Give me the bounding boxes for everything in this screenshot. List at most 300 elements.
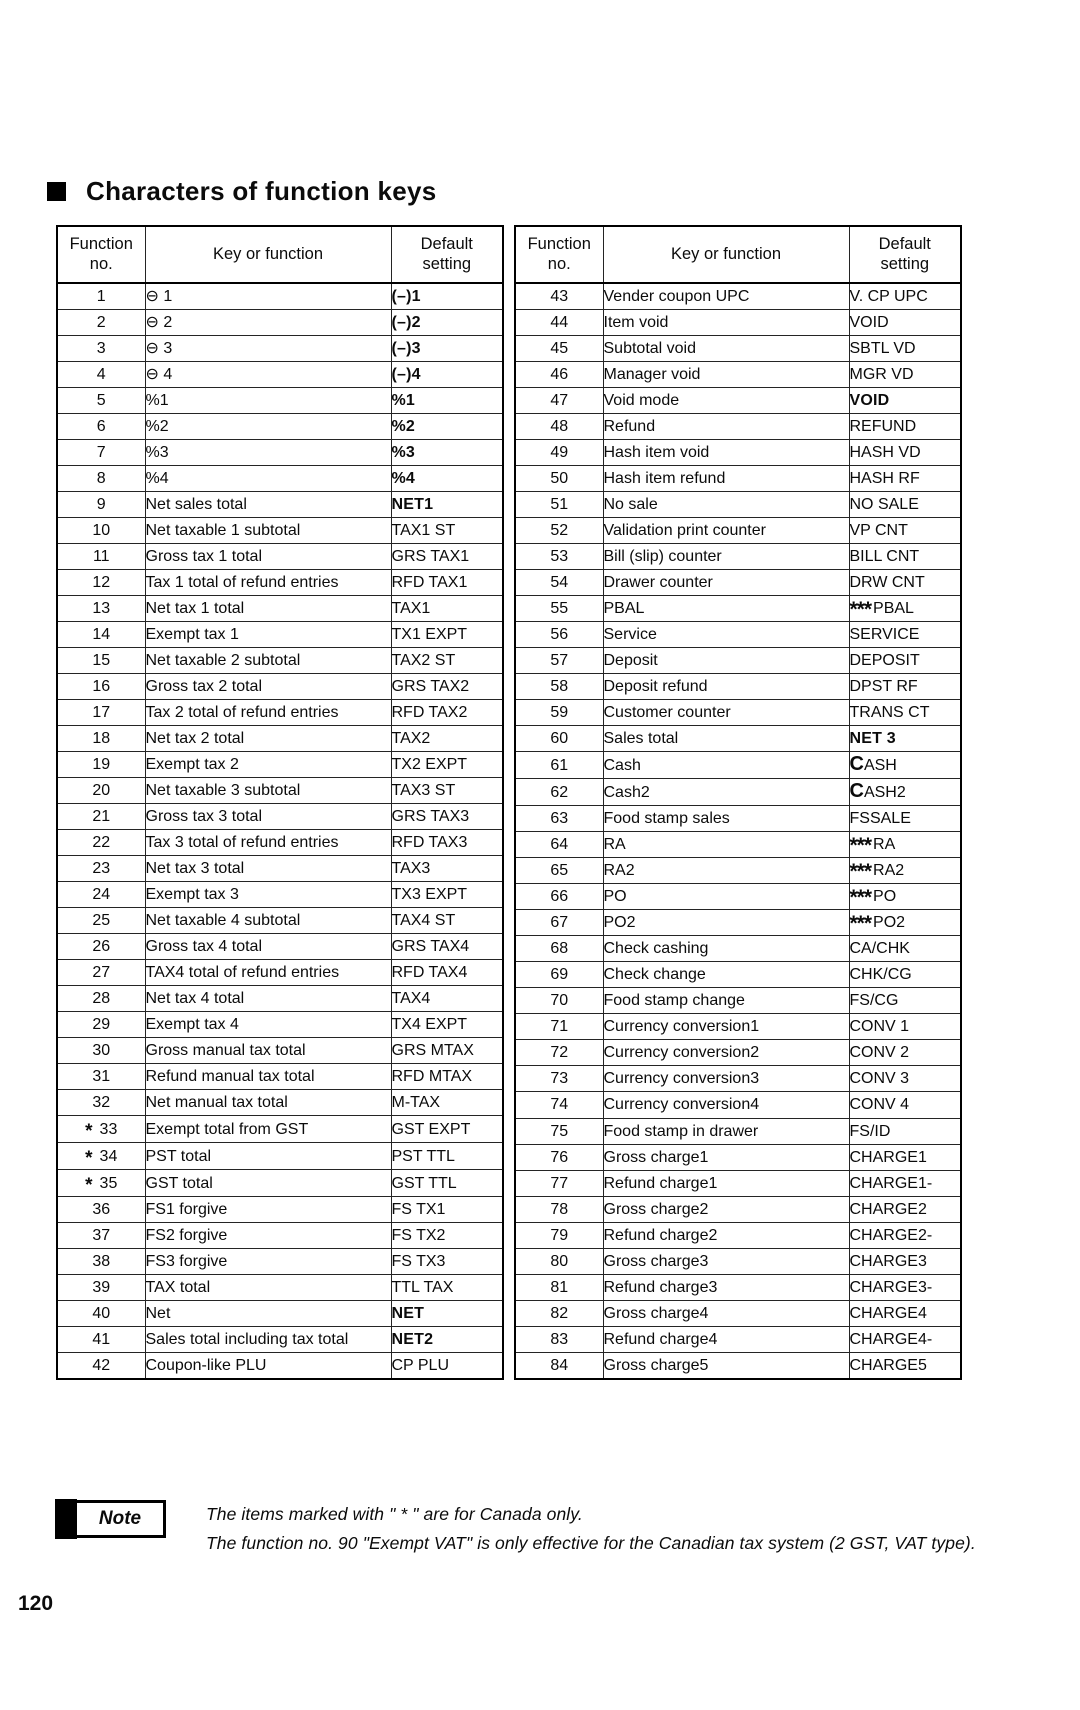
key-or-function-cell: Subtotal void: [603, 336, 849, 362]
key-or-function-cell: Sales total including tax total: [145, 1327, 391, 1353]
table-row: [515, 884, 961, 910]
table-row: [515, 700, 961, 726]
default-setting-cell: TAX1 ST: [391, 518, 503, 544]
function-no-cell: 36: [57, 1197, 145, 1223]
function-no-cell: 50: [515, 466, 603, 492]
default-setting-cell: GRS TAX1: [391, 544, 503, 570]
function-no-cell: 16: [57, 674, 145, 700]
table-row: [57, 934, 503, 960]
default-setting-cell: (–)1: [391, 283, 503, 310]
function-no-cell: 63: [515, 806, 603, 832]
key-or-function-cell: Cash: [603, 752, 849, 779]
default-setting-cell: RFD TAX3: [391, 830, 503, 856]
key-or-function-cell: ⊖ 2: [145, 310, 391, 336]
function-no-cell: 55: [515, 596, 603, 622]
note-badge: [55, 1499, 166, 1539]
default-setting-cell: GRS MTAX: [391, 1038, 503, 1064]
function-no-cell: 59: [515, 700, 603, 726]
table-row: [515, 336, 961, 362]
key-or-function-cell: Refund charge4: [603, 1326, 849, 1352]
table-row: [57, 1012, 503, 1038]
key-or-function-cell: Gross charge1: [603, 1144, 849, 1170]
function-no-cell: 78: [515, 1196, 603, 1222]
function-no-cell: 28: [57, 986, 145, 1012]
canada-only-star-icon: *: [85, 1121, 93, 1142]
default-setting-cell: CHARGE1-: [849, 1170, 961, 1196]
default-setting-cell: %1: [391, 388, 503, 414]
key-or-function-cell: Void mode: [603, 388, 849, 414]
default-setting-cell: NET1: [391, 492, 503, 518]
key-or-function-cell: Food stamp in drawer: [603, 1118, 849, 1144]
default-setting-cell: CHARGE2-: [849, 1222, 961, 1248]
default-setting-cell: (–)4: [391, 362, 503, 388]
function-no-cell: 1: [57, 283, 145, 310]
table-row: [515, 1196, 961, 1222]
key-or-function-cell: Customer counter: [603, 700, 849, 726]
note-bar-icon: [55, 1499, 77, 1539]
key-or-function-cell: TAX total: [145, 1275, 391, 1301]
table-row: [515, 596, 961, 622]
key-or-function-cell: Food stamp change: [603, 988, 849, 1014]
table-row: [515, 988, 961, 1014]
function-no-cell: 43: [515, 283, 603, 310]
default-setting-cell: RFD MTAX: [391, 1064, 503, 1090]
default-setting-cell: NET: [391, 1301, 503, 1327]
table-row: [57, 648, 503, 674]
function-no-cell: 77: [515, 1170, 603, 1196]
key-or-function-cell: PO2: [603, 910, 849, 936]
table-row: [515, 1352, 961, 1379]
key-or-function-cell: Validation print counter: [603, 518, 849, 544]
key-or-function-cell: Gross charge3: [603, 1248, 849, 1274]
table-row: [515, 283, 961, 310]
default-setting-cell: TX1 EXPT: [391, 622, 503, 648]
table-row: [515, 310, 961, 336]
default-setting-cell: DPST RF: [849, 674, 961, 700]
default-setting-cell: SERVICE: [849, 622, 961, 648]
table-row: [57, 1301, 503, 1327]
key-or-function-cell: %3: [145, 440, 391, 466]
function-no-cell: 70: [515, 988, 603, 1014]
key-or-function-cell: ⊖ 1: [145, 283, 391, 310]
table-row: [515, 1170, 961, 1196]
key-or-function-cell: Vender coupon UPC: [603, 283, 849, 310]
table-row: [515, 1092, 961, 1118]
table-row: [57, 596, 503, 622]
key-or-function-cell: Gross charge2: [603, 1196, 849, 1222]
function-no-cell: 22: [57, 830, 145, 856]
default-setting-cell: CP PLU: [391, 1353, 503, 1380]
table-row: [57, 882, 503, 908]
function-no-cell: 45: [515, 336, 603, 362]
default-setting-cell: CONV 1: [849, 1014, 961, 1040]
table-row: [515, 440, 961, 466]
table-row: [57, 388, 503, 414]
table-row: [57, 1143, 503, 1170]
default-setting-cell: CHK/CG: [849, 962, 961, 988]
table-row: [57, 492, 503, 518]
function-no-cell: 25: [57, 908, 145, 934]
header-row: [57, 226, 503, 283]
default-setting-cell: TAX3 ST: [391, 778, 503, 804]
key-or-function-cell: Sales total: [603, 726, 849, 752]
table-row: [57, 466, 503, 492]
key-or-function-cell: ⊖ 3: [145, 336, 391, 362]
canada-only-star-icon: *: [85, 1148, 93, 1169]
key-or-function-cell: Deposit refund: [603, 674, 849, 700]
table-row: [57, 544, 503, 570]
table-row: [57, 518, 503, 544]
table-row: [515, 1300, 961, 1326]
function-no-cell: 32: [57, 1090, 145, 1116]
key-or-function-cell: Gross manual tax total: [145, 1038, 391, 1064]
function-no-cell: 76: [515, 1144, 603, 1170]
table-row: [57, 1327, 503, 1353]
key-or-function-cell: Net tax 2 total: [145, 726, 391, 752]
key-or-function-cell: Coupon-like PLU: [145, 1353, 391, 1380]
function-no-cell: 17: [57, 700, 145, 726]
function-no-cell: 64: [515, 832, 603, 858]
default-setting-cell: TAX2: [391, 726, 503, 752]
table-row: [57, 440, 503, 466]
default-setting-cell: CHARGE2: [849, 1196, 961, 1222]
key-or-function-cell: Exempt tax 2: [145, 752, 391, 778]
table-row: [515, 1066, 961, 1092]
table-row: [515, 1274, 961, 1300]
key-or-function-cell: PO: [603, 884, 849, 910]
default-setting-cell: REFUND: [849, 414, 961, 440]
function-no-cell: 46: [515, 362, 603, 388]
key-or-function-cell: Net: [145, 1301, 391, 1327]
function-no-cell: 62: [515, 779, 603, 806]
default-setting-cell: TX2 EXPT: [391, 752, 503, 778]
table-row: [515, 832, 961, 858]
key-or-function-cell: RA: [603, 832, 849, 858]
table-row: [57, 1170, 503, 1197]
table-row: [515, 1014, 961, 1040]
key-or-function-cell: Currency conversion1: [603, 1014, 849, 1040]
table-row: [57, 1090, 503, 1116]
key-or-function-cell: Net tax 4 total: [145, 986, 391, 1012]
default-setting-cell: SBTL VD: [849, 336, 961, 362]
function-no-cell: 49: [515, 440, 603, 466]
table-row: [57, 310, 503, 336]
key-or-function-cell: Deposit: [603, 648, 849, 674]
key-or-function-cell: Exempt tax 1: [145, 622, 391, 648]
function-no-cell: 57: [515, 648, 603, 674]
default-setting-cell: FS TX3: [391, 1249, 503, 1275]
note-text: [206, 1499, 976, 1558]
default-setting-cell: HASH VD: [849, 440, 961, 466]
function-no-cell: 8: [57, 466, 145, 492]
table-row: [515, 962, 961, 988]
function-no-cell: 26: [57, 934, 145, 960]
default-setting-cell: CASH: [849, 752, 961, 779]
default-setting-cell: (–)2: [391, 310, 503, 336]
key-or-function-cell: Net taxable 1 subtotal: [145, 518, 391, 544]
table-row: [515, 936, 961, 962]
key-or-function-cell: Refund charge2: [603, 1222, 849, 1248]
function-no-cell: 44: [515, 310, 603, 336]
table-row: [57, 726, 503, 752]
function-no-cell: 39: [57, 1275, 145, 1301]
key-or-function-cell: Exempt total from GST: [145, 1116, 391, 1143]
key-or-function-cell: Manager void: [603, 362, 849, 388]
table-row: [515, 806, 961, 832]
function-no-cell: 68: [515, 936, 603, 962]
key-or-function-cell: Gross tax 4 total: [145, 934, 391, 960]
key-or-function-cell: Net taxable 4 subtotal: [145, 908, 391, 934]
default-setting-cell: GRS TAX2: [391, 674, 503, 700]
function-no-cell: * 34: [57, 1143, 145, 1170]
function-no-cell: 20: [57, 778, 145, 804]
header-function-no: Function no.: [57, 226, 145, 283]
key-or-function-cell: %2: [145, 414, 391, 440]
key-or-function-cell: Refund: [603, 414, 849, 440]
function-no-cell: 51: [515, 492, 603, 518]
key-or-function-cell: Check change: [603, 962, 849, 988]
asterisks-icon: ***: [849, 834, 872, 858]
function-no-cell: 83: [515, 1326, 603, 1352]
table-row: [515, 518, 961, 544]
table-row: [515, 910, 961, 936]
function-no-cell: 13: [57, 596, 145, 622]
key-or-function-cell: Gross tax 3 total: [145, 804, 391, 830]
key-or-function-cell: Gross tax 2 total: [145, 674, 391, 700]
table-row: [515, 858, 961, 884]
key-or-function-cell: Currency conversion2: [603, 1040, 849, 1066]
function-no-cell: 37: [57, 1223, 145, 1249]
function-no-cell: 2: [57, 310, 145, 336]
note: [55, 1499, 976, 1558]
page-number: 120: [18, 1592, 54, 1615]
default-setting-cell: NET 3: [849, 726, 961, 752]
table-row: [515, 414, 961, 440]
table-row: [515, 1326, 961, 1352]
table-row: [57, 414, 503, 440]
table-row: [515, 648, 961, 674]
key-or-function-cell: PST total: [145, 1143, 391, 1170]
function-no-cell: 41: [57, 1327, 145, 1353]
function-no-cell: 82: [515, 1300, 603, 1326]
default-setting-cell: RFD TAX1: [391, 570, 503, 596]
function-no-cell: 12: [57, 570, 145, 596]
default-setting-cell: GST EXPT: [391, 1116, 503, 1143]
default-setting-cell: CHARGE3: [849, 1248, 961, 1274]
table-row: [57, 1275, 503, 1301]
table-row: [57, 674, 503, 700]
default-setting-cell: FSSALE: [849, 806, 961, 832]
table-row: [515, 466, 961, 492]
asterisks-icon: ***: [849, 886, 872, 910]
key-or-function-cell: Hash item refund: [603, 466, 849, 492]
default-setting-cell: %4: [391, 466, 503, 492]
note-line-2: The function no. 90 "Exempt VAT" is only effective for the Canadian tax system (2 GST, VAT type).: [206, 1533, 976, 1553]
table-row: [515, 726, 961, 752]
function-no-cell: * 35: [57, 1170, 145, 1197]
function-no-cell: 30: [57, 1038, 145, 1064]
function-no-cell: 71: [515, 1014, 603, 1040]
default-setting-cell: M-TAX: [391, 1090, 503, 1116]
table-row: [515, 492, 961, 518]
default-setting-cell: TAX4 ST: [391, 908, 503, 934]
function-no-cell: 19: [57, 752, 145, 778]
table-row: [515, 752, 961, 779]
function-no-cell: * 33: [57, 1116, 145, 1143]
key-or-function-cell: Hash item void: [603, 440, 849, 466]
key-or-function-cell: Gross tax 1 total: [145, 544, 391, 570]
function-no-cell: 24: [57, 882, 145, 908]
default-setting-cell: TAX4: [391, 986, 503, 1012]
key-or-function-cell: Tax 2 total of refund entries: [145, 700, 391, 726]
key-or-function-cell: Food stamp sales: [603, 806, 849, 832]
table-row: [515, 779, 961, 806]
default-setting-cell: %3: [391, 440, 503, 466]
key-or-function-cell: ⊖ 4: [145, 362, 391, 388]
table-row: [515, 544, 961, 570]
default-setting-cell: FS TX2: [391, 1223, 503, 1249]
default-setting-cell: V. CP UPC: [849, 283, 961, 310]
table-row: [515, 362, 961, 388]
function-no-cell: 40: [57, 1301, 145, 1327]
table-row: [515, 622, 961, 648]
default-setting-cell: CHARGE5: [849, 1352, 961, 1379]
default-setting-cell: VOID: [849, 388, 961, 414]
function-no-cell: 58: [515, 674, 603, 700]
key-or-function-cell: Drawer counter: [603, 570, 849, 596]
key-or-function-cell: Exempt tax 4: [145, 1012, 391, 1038]
default-setting-cell: MGR VD: [849, 362, 961, 388]
function-no-cell: 69: [515, 962, 603, 988]
key-or-function-cell: Gross charge4: [603, 1300, 849, 1326]
function-no-cell: 52: [515, 518, 603, 544]
asterisks-icon: ***: [849, 912, 872, 936]
function-no-cell: 79: [515, 1222, 603, 1248]
default-setting-cell: RFD TAX2: [391, 700, 503, 726]
table-row: [57, 986, 503, 1012]
function-no-cell: 9: [57, 492, 145, 518]
key-or-function-cell: Currency conversion3: [603, 1066, 849, 1092]
key-or-function-cell: Net tax 3 total: [145, 856, 391, 882]
table-row: [515, 1222, 961, 1248]
default-setting-cell: CONV 3: [849, 1066, 961, 1092]
function-no-cell: 3: [57, 336, 145, 362]
key-or-function-cell: Item void: [603, 310, 849, 336]
key-or-function-cell: Gross charge5: [603, 1352, 849, 1379]
default-setting-cell: CONV 2: [849, 1040, 961, 1066]
table-row: [515, 1118, 961, 1144]
table-row: [57, 960, 503, 986]
key-or-function-cell: Tax 3 total of refund entries: [145, 830, 391, 856]
default-setting-cell: VOID: [849, 310, 961, 336]
function-no-cell: 31: [57, 1064, 145, 1090]
key-or-function-cell: RA2: [603, 858, 849, 884]
function-no-cell: 4: [57, 362, 145, 388]
default-setting-cell: FS TX1: [391, 1197, 503, 1223]
default-setting-cell: FS/CG: [849, 988, 961, 1014]
note-line-1: The items marked with " * " are for Canada only.: [206, 1504, 583, 1524]
function-no-cell: 42: [57, 1353, 145, 1380]
header-key-or-function: Key or function: [145, 226, 391, 283]
key-or-function-cell: Exempt tax 3: [145, 882, 391, 908]
default-setting-cell: CHARGE1: [849, 1144, 961, 1170]
key-or-function-cell: FS1 forgive: [145, 1197, 391, 1223]
default-setting-cell: NO SALE: [849, 492, 961, 518]
section-title-text: Characters of function keys: [86, 176, 437, 206]
header-default-setting: Default setting: [849, 226, 961, 283]
key-or-function-cell: Cash2: [603, 779, 849, 806]
function-no-cell: 48: [515, 414, 603, 440]
table-row: [57, 830, 503, 856]
function-no-cell: 66: [515, 884, 603, 910]
default-setting-cell: DRW CNT: [849, 570, 961, 596]
table-row: [57, 752, 503, 778]
function-no-cell: 14: [57, 622, 145, 648]
header-function-no: Function no.: [515, 226, 603, 283]
key-or-function-cell: Currency conversion4: [603, 1092, 849, 1118]
default-setting-cell: CA/CHK: [849, 936, 961, 962]
default-setting-cell: TRANS CT: [849, 700, 961, 726]
default-setting-cell: RFD TAX4: [391, 960, 503, 986]
table-row: [57, 283, 503, 310]
function-keys-table-left: [56, 225, 504, 1380]
default-setting-cell: %2: [391, 414, 503, 440]
function-no-cell: 11: [57, 544, 145, 570]
default-setting-cell: TX4 EXPT: [391, 1012, 503, 1038]
default-setting-cell: GRS TAX4: [391, 934, 503, 960]
key-or-function-cell: Net manual tax total: [145, 1090, 391, 1116]
function-no-cell: 84: [515, 1352, 603, 1379]
table-row: [515, 674, 961, 700]
function-no-cell: 15: [57, 648, 145, 674]
function-key-tables: [56, 225, 962, 1380]
section-title: [47, 176, 437, 207]
table-row: [57, 1353, 503, 1380]
asterisks-icon: ***: [849, 598, 872, 622]
header-default-setting: Default setting: [391, 226, 503, 283]
function-no-cell: 6: [57, 414, 145, 440]
function-no-cell: 65: [515, 858, 603, 884]
key-or-function-cell: Refund charge3: [603, 1274, 849, 1300]
table-row: [57, 1116, 503, 1143]
function-no-cell: 21: [57, 804, 145, 830]
default-setting-cell: GRS TAX3: [391, 804, 503, 830]
table-row: [57, 1249, 503, 1275]
key-or-function-cell: Net taxable 3 subtotal: [145, 778, 391, 804]
function-no-cell: 29: [57, 1012, 145, 1038]
table-row: [57, 908, 503, 934]
table-row: [515, 1248, 961, 1274]
section-bullet-icon: [47, 182, 66, 201]
default-setting-cell: GST TTL: [391, 1170, 503, 1197]
default-setting-cell: *** RA: [849, 832, 961, 858]
default-setting-cell: *** RA2: [849, 858, 961, 884]
table-row: [57, 1223, 503, 1249]
function-no-cell: 60: [515, 726, 603, 752]
table-row: [57, 1064, 503, 1090]
default-setting-cell: TAX2 ST: [391, 648, 503, 674]
key-or-function-cell: Bill (slip) counter: [603, 544, 849, 570]
default-setting-cell: TAX3: [391, 856, 503, 882]
function-keys-table-right: [514, 225, 962, 1380]
key-or-function-cell: Refund manual tax total: [145, 1064, 391, 1090]
function-no-cell: 67: [515, 910, 603, 936]
table-row: [57, 1038, 503, 1064]
default-setting-cell: (–)3: [391, 336, 503, 362]
key-or-function-cell: Net taxable 2 subtotal: [145, 648, 391, 674]
note-label: Note: [77, 1500, 166, 1538]
header-row: [515, 226, 961, 283]
